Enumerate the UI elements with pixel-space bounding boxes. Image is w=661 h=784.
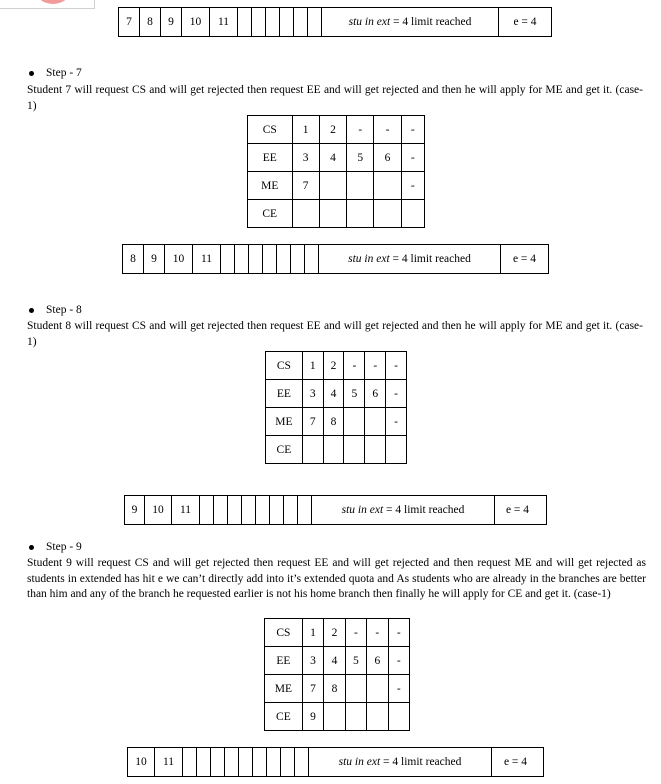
table-cell: CS	[248, 116, 293, 144]
step-7-heading	[29, 67, 82, 79]
table-cell: 8	[323, 408, 344, 436]
step-7-queue	[122, 244, 549, 274]
queue-empty-cell	[252, 8, 266, 36]
table-cell: -	[401, 172, 424, 200]
table-cell: 4	[324, 647, 345, 675]
step-9-queue	[127, 747, 544, 777]
table-cell: CE	[248, 200, 293, 228]
queue-cell: 8	[140, 8, 161, 36]
queue-e-label: e = 4	[513, 16, 537, 28]
table-cell: ME	[265, 675, 303, 703]
queue-empty-cell	[221, 245, 235, 273]
queue-empty-cell	[308, 8, 322, 36]
table-cell: 6	[367, 647, 388, 675]
queue-e-label: e = 4	[505, 504, 530, 516]
step-8-queue	[124, 495, 547, 525]
table-cell: -	[345, 619, 366, 647]
queue-cell: 9	[144, 245, 165, 273]
table-cell: 5	[347, 144, 374, 172]
table-cell: 1	[302, 352, 323, 380]
table-cell: EE	[248, 144, 293, 172]
table-cell: 5	[344, 380, 365, 408]
queue-ext-var: stu in ext	[348, 16, 391, 28]
bullet-icon	[29, 545, 34, 550]
table-cell	[347, 172, 374, 200]
queue-empty-cell	[291, 245, 305, 273]
table-cell	[347, 200, 374, 228]
queue-empty-cell	[256, 496, 270, 524]
step-8-heading-text: Step - 8	[46, 304, 82, 316]
table-cell	[367, 703, 388, 731]
queue-cell: 8	[123, 245, 144, 273]
queue-cell: 11	[155, 748, 183, 776]
table-cell: 6	[374, 144, 401, 172]
step-9-text: Student 9 will request CS and will get rejected then request EE and will get rejected and then request ME and will get rejected as students in extended has hit e we can’t directly add into it’s extended quota and As students who are already in the branches are better than him and any of the branch he requested earlier is not his home branch then finally he will apply for CE and get it. (case-1)	[27, 557, 646, 600]
table-cell: 1	[292, 116, 319, 144]
queue-empty-cell	[305, 245, 319, 273]
bullet-icon	[29, 71, 34, 76]
queue-empty-cell	[253, 748, 267, 776]
queue-cell: 10	[182, 8, 210, 36]
queue-empty-cell	[183, 748, 197, 776]
queue-empty-cell	[211, 748, 225, 776]
queue-empty-cell	[225, 748, 239, 776]
table-cell: CE	[266, 436, 303, 464]
table-cell: 7	[292, 172, 319, 200]
table-cell	[388, 703, 409, 731]
table-cell	[319, 200, 346, 228]
queue-cell: 11	[193, 245, 221, 273]
queue-top	[118, 7, 552, 37]
table-cell	[374, 200, 401, 228]
queue-empty-cell	[263, 245, 277, 273]
table-cell	[345, 703, 366, 731]
bullet-icon	[29, 308, 34, 313]
table-cell: -	[388, 647, 409, 675]
table-cell: EE	[266, 380, 303, 408]
queue-empty-cell	[228, 496, 242, 524]
table-cell: 7	[302, 408, 323, 436]
table-cell	[319, 172, 346, 200]
queue-cell: 7	[119, 8, 140, 36]
table-cell: -	[347, 116, 374, 144]
table-cell: ME	[248, 172, 293, 200]
queue-ext-text: = 4 limit reached	[383, 756, 462, 768]
table-row	[248, 200, 425, 228]
table-cell	[324, 703, 345, 731]
table-cell: 2	[319, 116, 346, 144]
queue-cell: 9	[125, 496, 145, 524]
table-cell	[401, 200, 424, 228]
queue-empty-cell	[235, 245, 249, 273]
table-cell: 9	[302, 703, 323, 731]
table-cell: 7	[302, 675, 323, 703]
table-row	[248, 172, 425, 200]
table-cell	[344, 436, 365, 464]
table-row	[265, 619, 410, 647]
table-cell	[365, 408, 386, 436]
table-cell	[367, 675, 388, 703]
table-cell: CS	[266, 352, 303, 380]
table-row	[266, 408, 407, 436]
queue-empty-cell	[238, 8, 252, 36]
table-cell: -	[401, 116, 424, 144]
table-cell: -	[386, 352, 407, 380]
queue-empty-cell	[200, 496, 214, 524]
queue-empty-cell	[298, 496, 312, 524]
table-cell	[323, 436, 344, 464]
step-7-heading-text: Step - 7	[46, 67, 82, 79]
table-cell: 8	[324, 675, 345, 703]
table-cell: ME	[266, 408, 303, 436]
queue-empty-cell	[242, 496, 256, 524]
table-row	[266, 352, 407, 380]
queue-ext-var: stu in ext	[341, 504, 384, 516]
table-cell	[365, 436, 386, 464]
table-cell: 2	[323, 352, 344, 380]
table-cell: 3	[292, 144, 319, 172]
table-cell: -	[386, 380, 407, 408]
queue-ext-note	[312, 496, 495, 524]
queue-cell: 10	[128, 748, 155, 776]
step-8-text: Student 8 will request CS and will get rejected then request EE and will get rejected and then he will apply for ME and get it. (case-1)	[27, 320, 643, 348]
table-cell: 3	[302, 647, 323, 675]
table-cell	[374, 172, 401, 200]
queue-ext-var: stu in ext	[338, 756, 381, 768]
queue-empty-cell	[277, 245, 291, 273]
table-row	[265, 647, 410, 675]
queue-ext-note	[309, 748, 492, 776]
queue-cell: 10	[165, 245, 193, 273]
queue-cell: 10	[145, 496, 172, 524]
table-cell: CE	[265, 703, 303, 731]
table-cell: -	[365, 352, 386, 380]
queue-empty-cell	[267, 748, 281, 776]
table-cell	[292, 200, 319, 228]
queue-e-label: e = 4	[503, 756, 528, 768]
queue-empty-cell	[266, 8, 280, 36]
table-cell	[344, 408, 365, 436]
queue-empty-cell	[239, 748, 253, 776]
table-cell: -	[344, 352, 365, 380]
queue-ext-note	[319, 245, 501, 273]
table-row	[248, 116, 425, 144]
queue-empty-cell	[249, 245, 263, 273]
queue-e-label: e = 4	[512, 253, 537, 265]
table-cell: 2	[324, 619, 345, 647]
queue-cell: 11	[172, 496, 200, 524]
table-cell: -	[386, 408, 407, 436]
table-cell: 4	[319, 144, 346, 172]
step-7-text: Student 7 will request CS and will get rejected then request EE and will get rejected and then he will apply for ME and get it. (case-1)	[27, 84, 643, 112]
step-8-heading	[29, 304, 82, 316]
table-cell: CS	[265, 619, 303, 647]
table-cell: 1	[302, 619, 323, 647]
table-cell: 3	[302, 380, 323, 408]
table-cell: -	[367, 619, 388, 647]
queue-empty-cell	[280, 8, 294, 36]
step-7-seat-table	[247, 115, 425, 228]
queue-empty-cell	[295, 748, 309, 776]
table-row	[266, 380, 407, 408]
table-cell: 4	[323, 380, 344, 408]
table-cell: 6	[365, 380, 386, 408]
queue-empty-cell	[281, 748, 295, 776]
queue-ext-text: = 4 limit reached	[386, 504, 465, 516]
step-9-heading	[29, 541, 82, 553]
table-cell: -	[401, 144, 424, 172]
table-row	[265, 675, 410, 703]
queue-empty-cell	[270, 496, 284, 524]
table-row	[266, 436, 407, 464]
table-cell: -	[388, 675, 409, 703]
table-row	[265, 703, 410, 731]
table-cell: EE	[265, 647, 303, 675]
table-cell	[302, 436, 323, 464]
step-8-seat-table	[265, 351, 407, 464]
queue-empty-cell	[214, 496, 228, 524]
table-cell: -	[374, 116, 401, 144]
queue-cell: 9	[161, 8, 182, 36]
queue-empty-cell	[197, 748, 211, 776]
queue-ext-text: = 4 limit reached	[393, 16, 472, 28]
queue-empty-cell	[294, 8, 308, 36]
step-9-seat-table	[264, 618, 410, 731]
table-cell: -	[388, 619, 409, 647]
queue-cell: 11	[210, 8, 238, 36]
table-cell: 5	[345, 647, 366, 675]
queue-ext-text: = 4 limit reached	[392, 253, 471, 265]
logo-frame	[0, 0, 95, 9]
table-row	[248, 144, 425, 172]
table-cell	[345, 675, 366, 703]
queue-ext-var: stu in ext	[348, 253, 390, 265]
queue-empty-cell	[284, 496, 298, 524]
step-9-heading-text: Step - 9	[46, 541, 82, 553]
table-cell	[386, 436, 407, 464]
queue-ext-note	[322, 8, 499, 36]
